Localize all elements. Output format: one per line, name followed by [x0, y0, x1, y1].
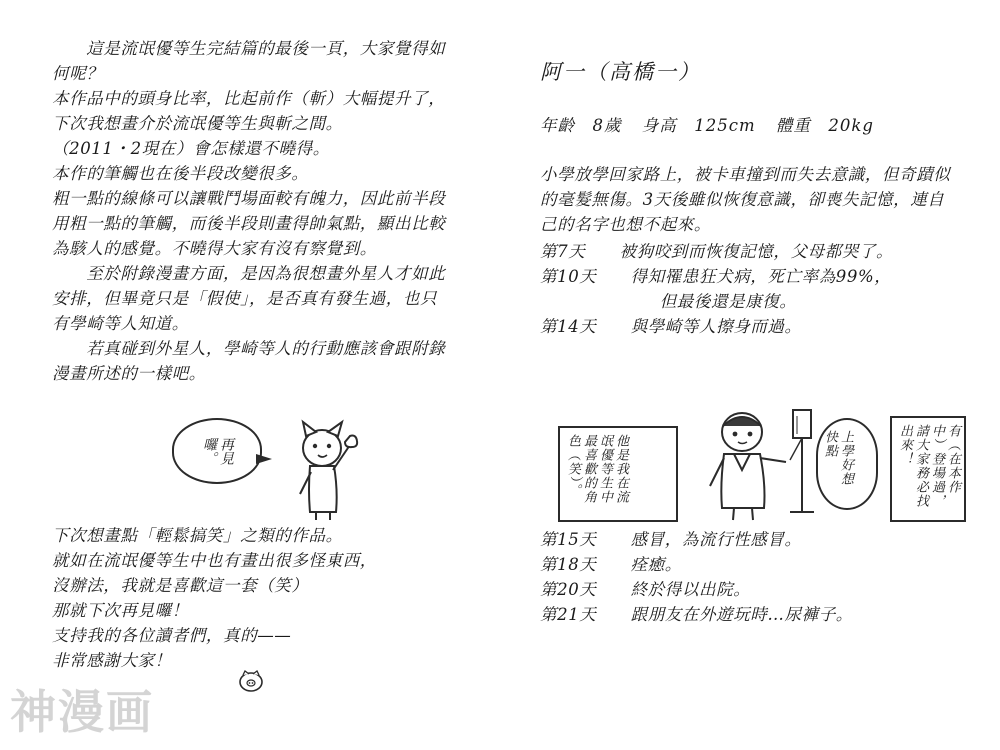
panel-left-note	[558, 426, 678, 522]
paragraph-7: 若真碰到外星人，學崎等人的行動應該會跟附錄漫畫所述的一樣吧。	[52, 339, 446, 383]
day-log-bottom	[540, 527, 960, 627]
character-profile-column	[540, 56, 960, 339]
left-closing-column	[52, 523, 452, 673]
panel-right-note-text: 有（在本作中）登場過，請大家務必找出來！	[897, 424, 960, 508]
closing-line-3: 沒辦法，我就是喜歡這一套（笑）	[52, 576, 309, 595]
day-entry-10-cont: 但最後還是康復。	[540, 292, 797, 311]
panel-study-bubble	[816, 418, 878, 510]
farewell-illustration	[160, 410, 340, 520]
day-entry-7: 第7天 被狗咬到而恢復記憶，父母都哭了。	[540, 242, 894, 261]
paragraph-1: 這是流氓優等生完結篇的最後一頁，大家覺得如何呢？	[52, 39, 446, 83]
day-entry-21: 第21天 跟朋友在外遊玩時…尿褲子。	[540, 605, 853, 624]
paragraph-6: 至於附錄漫畫方面，是因為很想畫外星人才如此安排，但畢竟只是「假使」，是否真有發生過，也只有學崎等人知道。	[52, 264, 446, 333]
day-entry-14: 第14天 與學崎等人擦身而過。	[540, 317, 802, 336]
waving-character-drawing	[270, 412, 380, 522]
pig-doodle-icon	[238, 670, 264, 692]
paragraph-5: 粗一點的線條可以讓戰鬥場面較有魄力，因此前半段用粗一點的筆觸，而後半段則畫得帥氣點，顯出比較為駭人的感覺。不曉得大家有沒有察覺到。	[52, 189, 446, 258]
day-entry-20: 第20天 終於得以出院。	[540, 580, 751, 599]
character-name: 阿一（高橋一）	[540, 60, 701, 84]
closing-line-4: 那就下次再見囉！	[52, 601, 189, 620]
stat-weight: 體重 20kg	[775, 116, 874, 135]
speech-balloon	[172, 418, 262, 484]
boy-with-iv-drawing	[694, 404, 824, 522]
stat-age: 年齡 8歲	[540, 116, 622, 135]
site-watermark: 神漫画	[10, 685, 154, 739]
paragraph-4: 本作的筆觸也在後半段改變很多。	[52, 164, 309, 183]
paragraph-2: 本作品中的頭身比率，比起前作（斬）大幅提升了，下次我想畫介於流氓優等生與斬之間。	[52, 89, 446, 133]
panel-study-bubble-text: 上學好想快點	[822, 430, 853, 486]
day-entry-18: 第18天 痊癒。	[540, 555, 682, 574]
left-text-column	[52, 36, 452, 386]
panel-right-note	[890, 416, 966, 522]
hospital-illustration	[548, 404, 968, 522]
closing-line-6: 非常感謝大家！	[52, 651, 172, 670]
speech-balloon-text: 再見囉。	[201, 437, 234, 465]
panel-left-note-text: 他是我在流氓優等生中最喜歡的角色（笑）。	[565, 434, 628, 504]
closing-line-1: 下次想畫點「輕鬆搞笑」之類的作品。	[52, 526, 343, 545]
day-entry-15: 第15天 感冒，為流行性感冒。	[540, 530, 802, 549]
stat-height: 身高 125cm	[641, 116, 756, 135]
character-intro: 小學放學回家路上，被卡車撞到而失去意識，但奇蹟似的毫髮無傷。3天後雖似恢復意識，卻喪失記憶，連自己的名字也想不起來。	[540, 165, 951, 234]
closing-line-5: 支持我的各位讀者們，真的——	[52, 626, 292, 645]
closing-line-2: 就如在流氓優等生中也有畫出很多怪東西，	[52, 551, 377, 570]
paragraph-3: （2011・2現在）會怎樣還不曉得。	[52, 139, 330, 158]
character-stats	[540, 112, 960, 136]
day-entry-10: 第10天 得知罹患狂犬病，死亡率為99%，	[540, 267, 892, 286]
